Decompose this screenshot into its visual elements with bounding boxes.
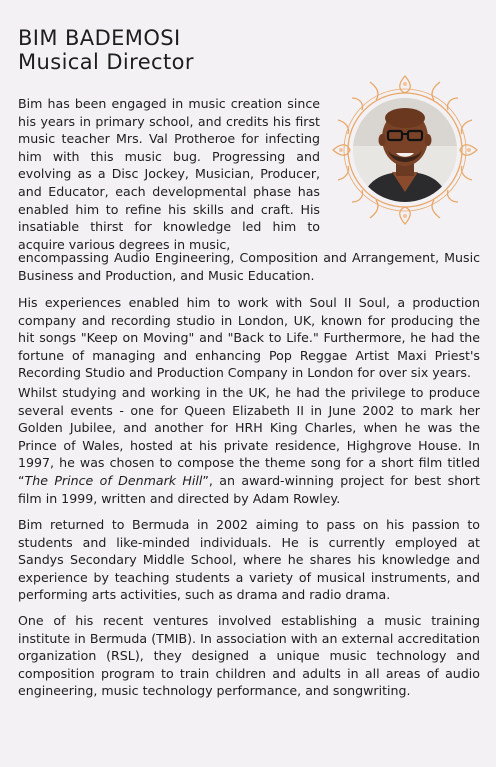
bio-paragraph-events xyxy=(18,384,480,507)
person-role: Musical Director xyxy=(18,50,194,74)
bio-paragraph-tmib: One of his recent ventures involved establishing a music training institute in Bermuda (TMIB). In association with an external accreditation organization (RSL), they designed a unique music technology and composition program to train children and adults in all areas of audio engineering, music technology performance, and songwriting. xyxy=(18,613,480,699)
person-name: BIM BADEMOSI xyxy=(18,26,181,50)
portrait xyxy=(330,68,480,232)
film-title: The Prince of Denmark Hill xyxy=(24,472,203,488)
bio-paragraph-career: His experiences enabled him to work with Soul II Soul, a production company and recording studio in London, UK, known for producing the hit songs "Keep on Moving" and "Back to Life." Furthermore, he had the fortune of managing and enhancing Pop Reggae Artist Maxi Priest's Recording Studio and Production Company in London for over six years. xyxy=(18,295,480,381)
events-text-end: ”, an award-winning project for best short film in 1999, written and directed by Adam Rowley. xyxy=(18,472,480,506)
bio-paragraph-bermuda: Bim returned to Bermuda in 2002 aiming to pass on his passion to students and like-minded individuals. He is currently employed at Sandys Secondary Middle School, where he shares his knowledge and experience by teaching students a variety of musical instruments, and performing arts activities, such as drama and radio drama. xyxy=(18,517,480,603)
title-block xyxy=(18,26,194,74)
events-text-start: Whilst studying and working in the UK, he had the privilege to produce several events - one for Queen Elizabeth II in June 2002 to mark her Golden Jubilee, and another for HRH King Charles, when he was the Prince of Wales, hosted at his private residence, Highgrove House. In 1997, he was chosen to compose the theme song for a short film titled “ xyxy=(18,385,480,488)
portrait-photo-icon xyxy=(330,68,480,232)
bio-paragraph-intro-continued: encompassing Audio Engineering, Composition and Arrangement, Music Business and Production, and Music Education. xyxy=(18,250,480,283)
bio-paragraph-intro: Bim has been engaged in music creation since his years in primary school, and credits his first music teacher Mrs. Val Protheroe for infecting him with this music bug. Progressing and evolving as a Disc Jockey, Musician, Producer, and Educator, each developmental phase has enabled him to refine his skills and craft. His insatiable thirst for knowledge led him to acquire various degrees in music, xyxy=(18,96,320,252)
